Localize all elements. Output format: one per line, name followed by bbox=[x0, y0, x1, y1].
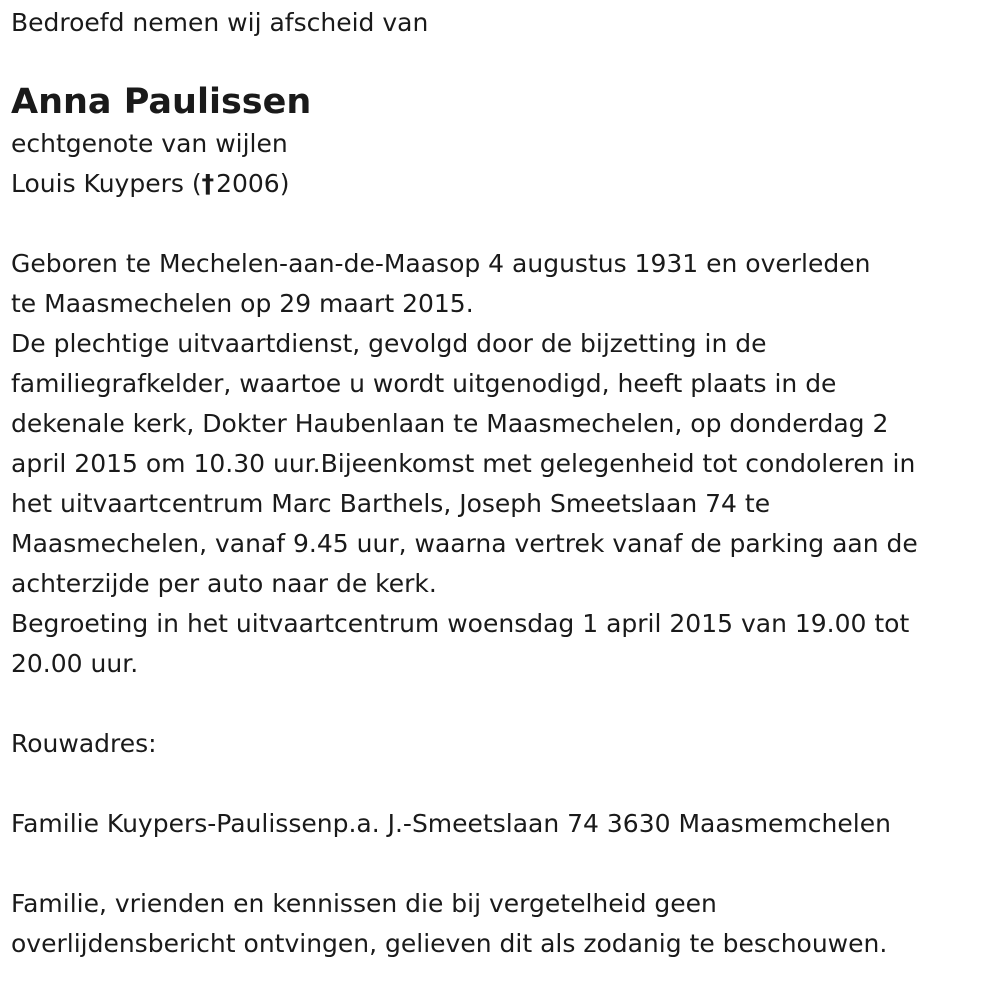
address-label: Rouwadres: bbox=[11, 729, 157, 758]
body-line: te Maasmechelen op 29 maart 2015. bbox=[11, 289, 474, 318]
deceased-name: Anna Paulissen bbox=[11, 82, 312, 122]
death-notice bbox=[11, 3, 986, 964]
closing-line: overlijdensbericht ontvingen, gelieven dit als zodanig te beschouwen. bbox=[11, 929, 888, 958]
body-line: Begroeting in het uitvaartcentrum woensdag 1 april 2015 van 19.00 tot bbox=[11, 609, 910, 638]
spouse-relation: echtgenote van wijlen bbox=[11, 129, 288, 158]
body-line: 20.00 uur. bbox=[11, 649, 139, 678]
spouse-line bbox=[11, 164, 986, 204]
spouse-year: 2006) bbox=[216, 169, 290, 198]
cross-icon: † bbox=[201, 169, 215, 198]
spacer bbox=[11, 684, 986, 724]
spacer bbox=[11, 764, 986, 804]
body-line: april 2015 om 10.30 uur.Bijeenkomst met gelegenheid tot condoleren in bbox=[11, 449, 916, 478]
body-line: Geboren te Mechelen-aan-de-Maasop 4 augustus 1931 en overleden bbox=[11, 249, 871, 278]
spacer bbox=[11, 844, 986, 884]
closing-line: Familie, vrienden en kennissen die bij vergetelheid geen bbox=[11, 889, 717, 918]
spacer bbox=[11, 204, 986, 244]
body-line: dekenale kerk, Dokter Haubenlaan te Maasmechelen, op donderdag 2 bbox=[11, 409, 889, 438]
body-line: familiegrafkelder, waartoe u wordt uitgenodigd, heeft plaats in de bbox=[11, 369, 837, 398]
body-line: achterzijde per auto naar de kerk. bbox=[11, 569, 437, 598]
body-line: Maasmechelen, vanaf 9.45 uur, waarna vertrek vanaf de parking aan de bbox=[11, 529, 918, 558]
mourning-address: Familie Kuypers-Paulissenp.a. J.-Smeetslaan 74 3630 Maasmemchelen bbox=[11, 809, 891, 838]
intro-text: Bedroefd nemen wij afscheid van bbox=[11, 8, 429, 37]
body-line: De plechtige uitvaartdienst, gevolgd door de bijzetting in de bbox=[11, 329, 767, 358]
closing-note bbox=[11, 884, 986, 964]
funeral-details bbox=[11, 244, 986, 684]
body-line: het uitvaartcentrum Marc Barthels, Joseph Smeetslaan 74 te bbox=[11, 489, 771, 518]
spouse-name: Louis Kuypers ( bbox=[11, 169, 202, 198]
